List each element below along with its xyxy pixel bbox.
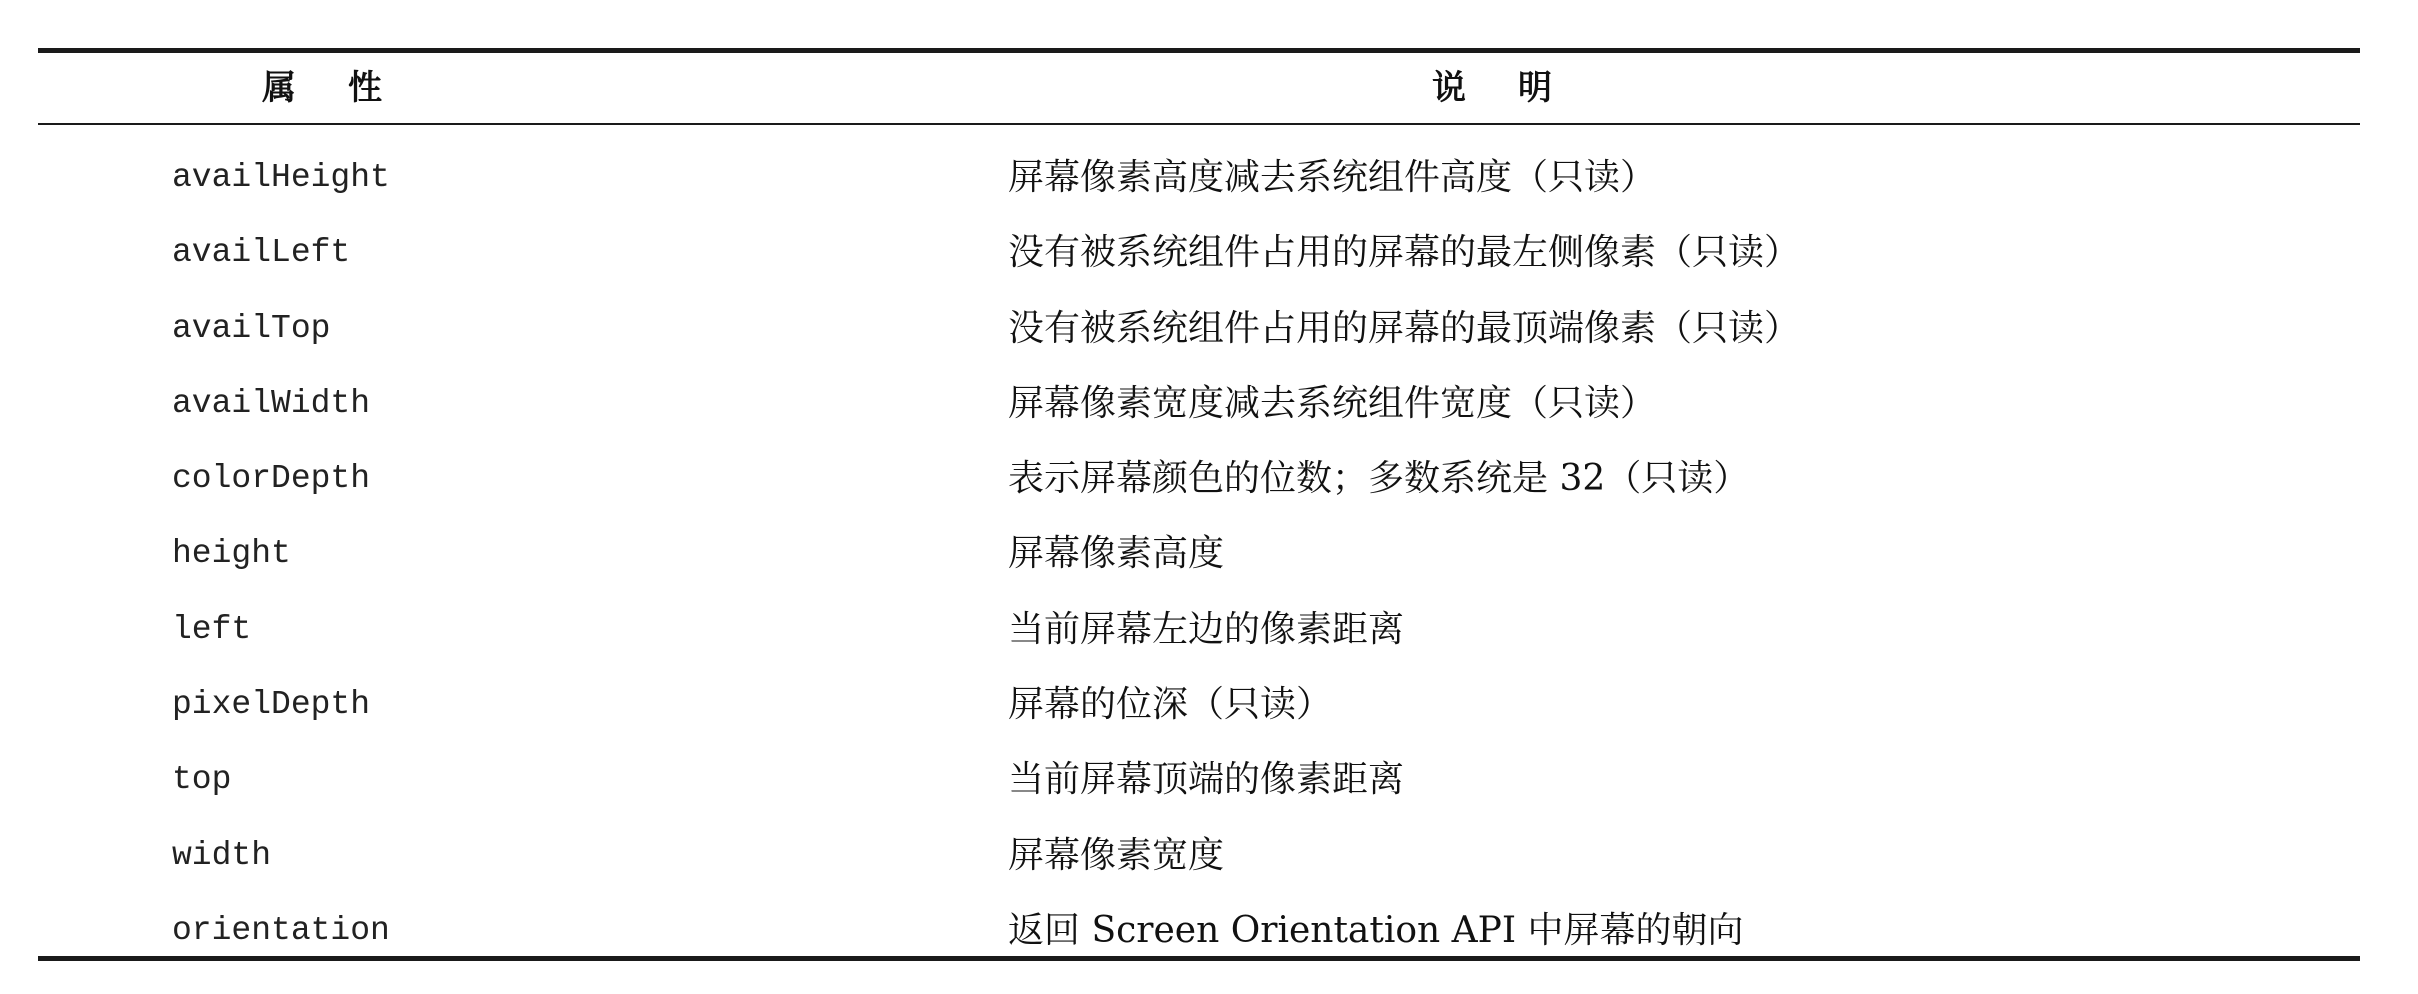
property-name: left xyxy=(172,610,252,648)
table-row xyxy=(38,441,2360,516)
table-row xyxy=(38,366,2360,441)
property-description: 屏幕像素高度 xyxy=(1008,533,1225,575)
table-row xyxy=(38,742,2360,817)
property-name: pixelDepth xyxy=(172,686,371,724)
property-description: 当前屏幕左边的像素距离 xyxy=(1008,608,1405,650)
table-header-rule xyxy=(38,123,2360,125)
property-description: 屏幕的位深（只读） xyxy=(1008,684,1333,726)
table-row xyxy=(38,818,2360,893)
table-row xyxy=(38,667,2360,742)
header-description: 说明 xyxy=(1432,68,1604,108)
property-description: 屏幕像素高度减去系统组件高度（只读） xyxy=(1008,157,1657,198)
property-description: 表示屏幕颜色的位数；多数系统是 32（只读） xyxy=(1008,458,1750,500)
table-row xyxy=(38,516,2360,591)
property-description: 没有被系统组件占用的屏幕的最左侧像素（只读） xyxy=(1008,232,1801,274)
property-name: orientation xyxy=(172,911,390,949)
property-name: availWidth xyxy=(172,384,371,422)
property-description: 当前屏幕顶端的像素距离 xyxy=(1008,759,1405,801)
header-property: 属性 xyxy=(262,68,434,108)
property-name: width xyxy=(172,836,272,874)
property-name: height xyxy=(172,535,291,573)
table-header xyxy=(38,53,2360,123)
property-name: top xyxy=(172,761,232,799)
table-bottom-rule xyxy=(38,956,2360,961)
property-name: availLeft xyxy=(172,234,351,272)
property-name: colorDepth xyxy=(172,460,371,498)
property-name: availTop xyxy=(172,309,331,347)
property-description: 返回 Screen Orientation API 中屏幕的朝向 xyxy=(1008,909,1744,951)
table-row xyxy=(38,140,2360,215)
property-name: availHeight xyxy=(172,159,390,196)
table-row xyxy=(38,291,2360,366)
table-row xyxy=(38,215,2360,290)
property-description: 屏幕像素宽度 xyxy=(1008,834,1225,876)
table-body xyxy=(38,140,2360,968)
property-description: 没有被系统组件占用的屏幕的最顶端像素（只读） xyxy=(1008,307,1801,349)
property-description: 屏幕像素宽度减去系统组件宽度（只读） xyxy=(1008,382,1657,424)
table-row xyxy=(38,592,2360,667)
